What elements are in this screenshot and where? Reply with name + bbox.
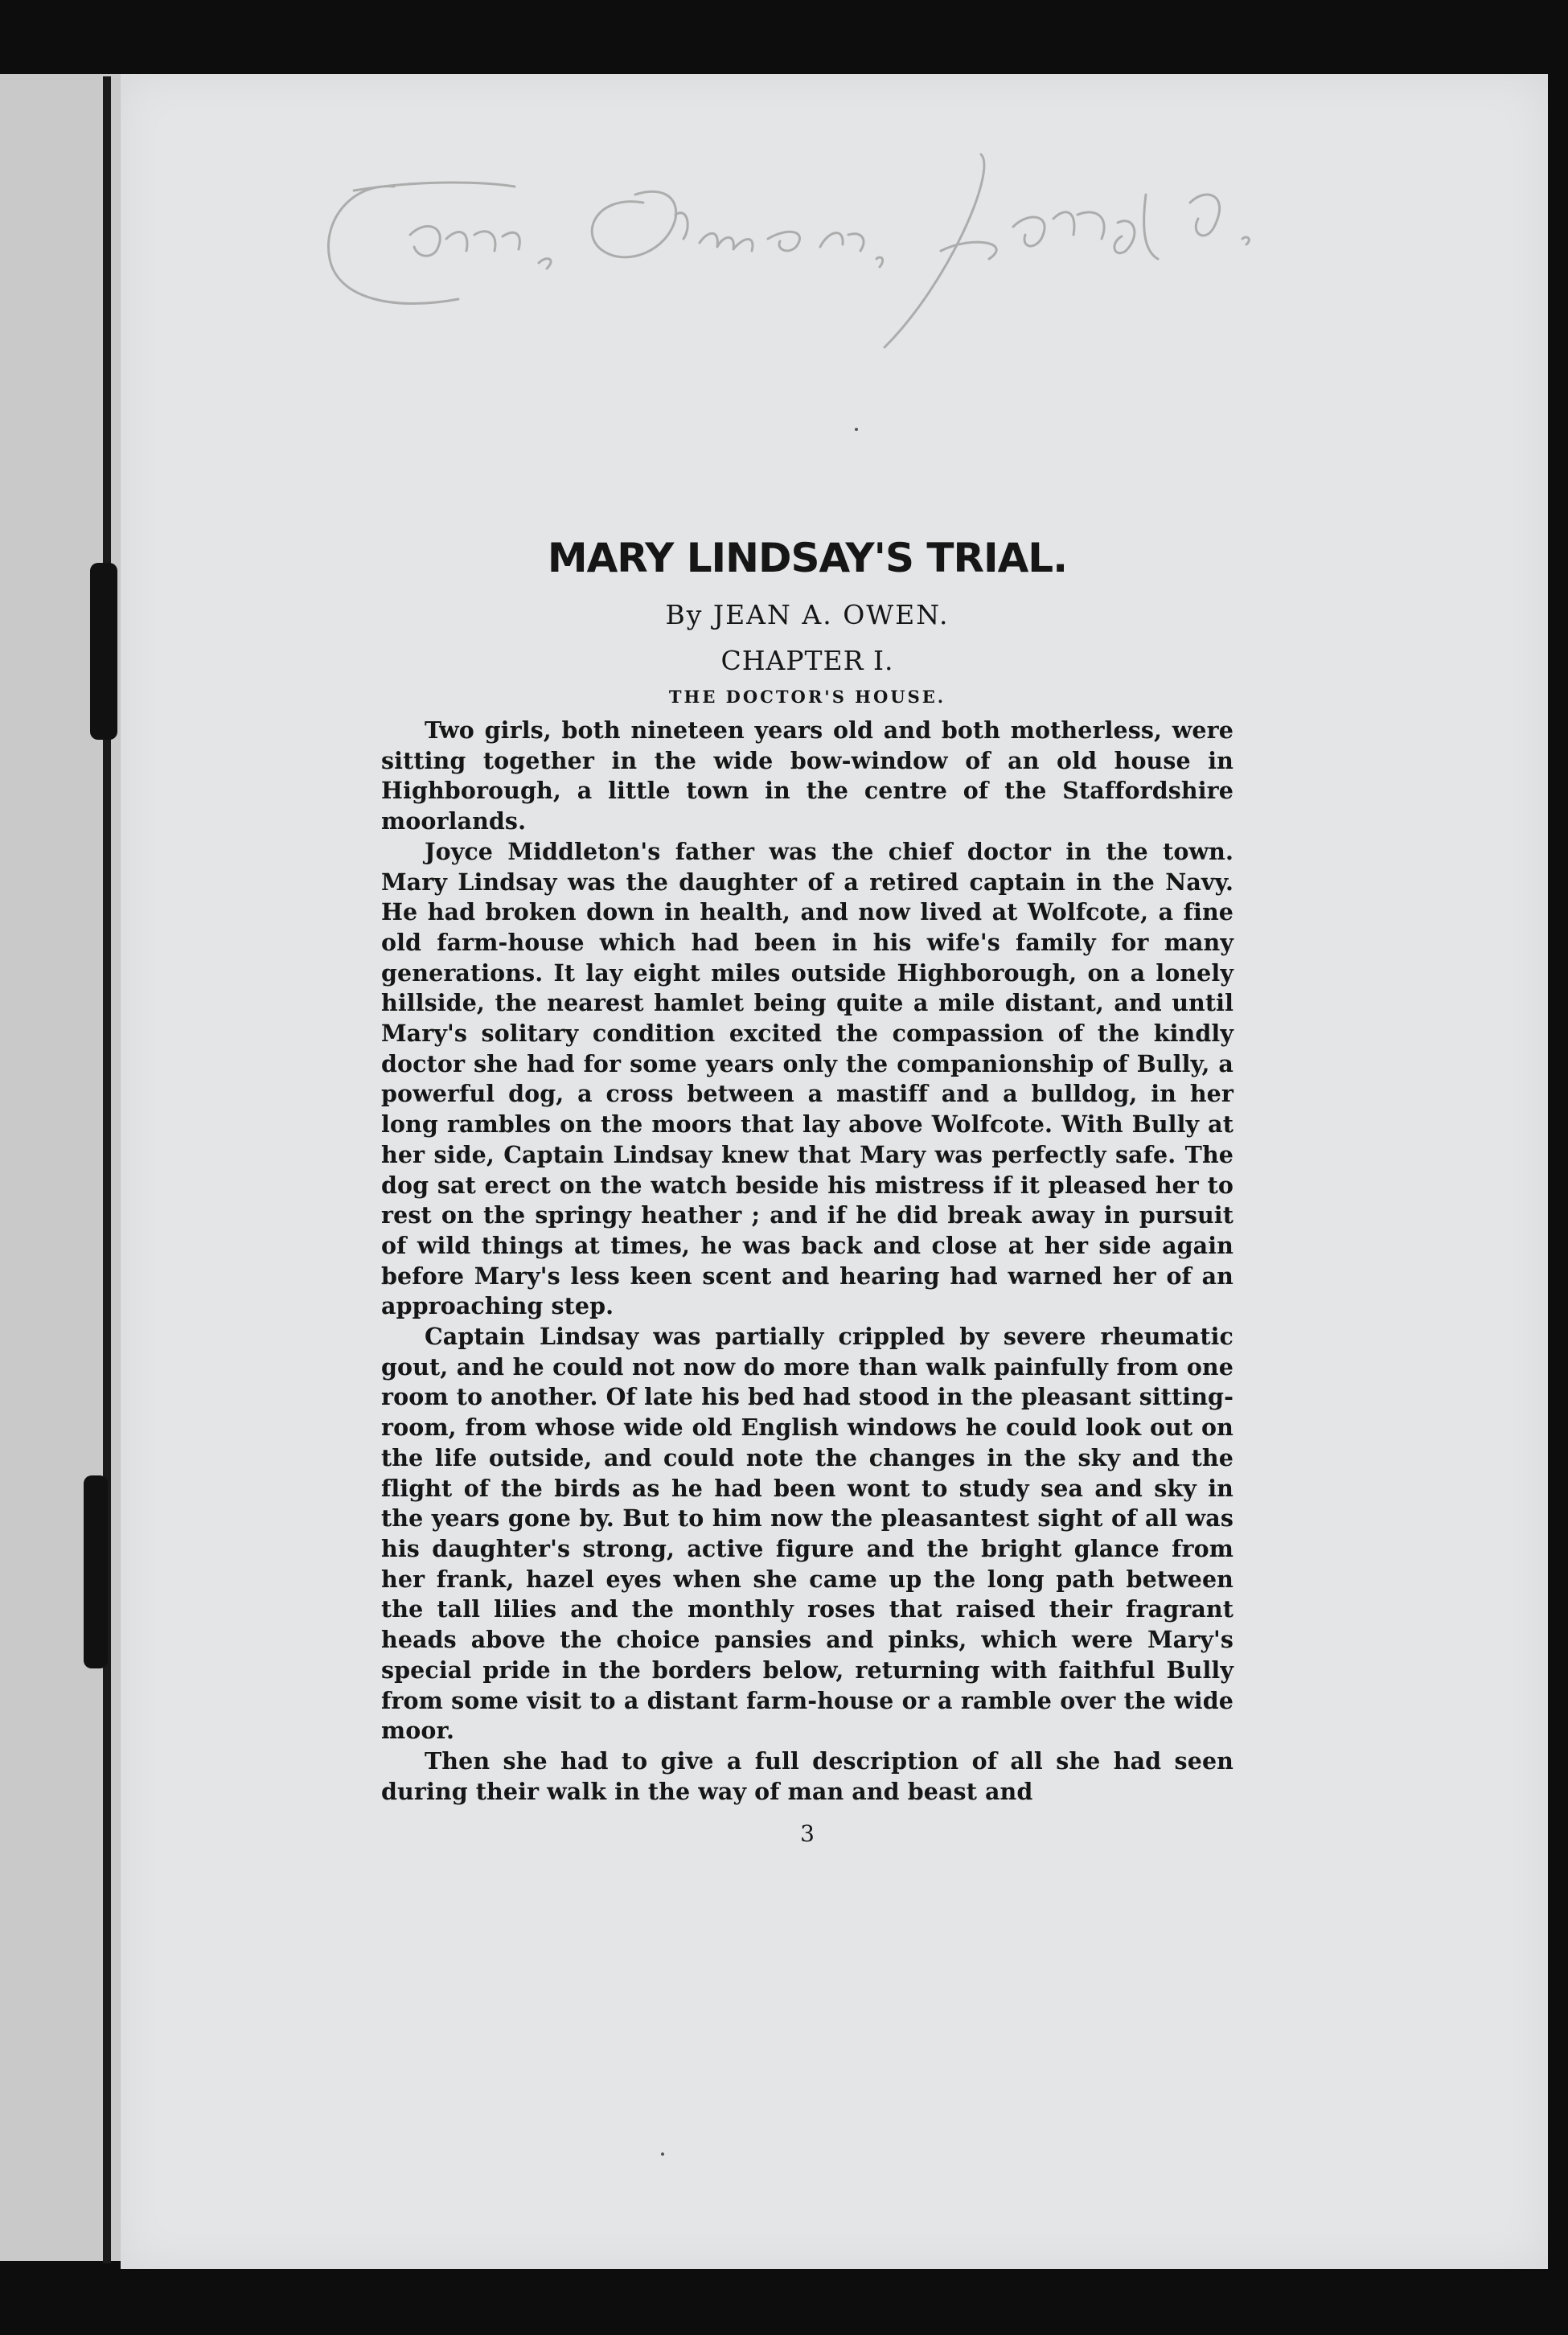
binding-clip-mark: [90, 563, 117, 740]
book-gutter: [103, 76, 111, 2263]
article-body: [381, 532, 1233, 1850]
story-title: MARY LINDSAY'S TRIAL.: [547, 535, 1068, 581]
print-speck: [661, 2152, 664, 2156]
chapter-heading: CHAPTER I.: [720, 645, 894, 676]
page-number: 3: [800, 1820, 815, 1848]
body-paragraph: Joyce Middleton's father was the chief doctor in the town. Mary Lindsay was the daughter of a retired captain in the Navy. He had broken down in health, and now lived at Wolfcote, a fine old farm-house which had been in his wife's family for many generations. It lay eight miles outside Highborough, on a lonely hillside, the nearest hamlet being quite a mile distant, and until Mary's solitary condition excited the compassion of the kindly doctor she had for some years only the companionship of Bully, a powerful dog, a cross between a mastiff and a bulldog, in her long rambles on the moors that lay above Wolfcote. With Bully at her side, Captain Lindsay knew that Mary was perfectly safe. The dog sat erect on the watch beside his mistress if it pleased her to rest on the springy heather ; and if he did break away in pursuit of wild things at times, he was back and close at her side again before Mary's less keen scent and hearing had warned her of an approaching step.: [381, 837, 1233, 1320]
book-page: [121, 74, 1548, 2269]
binding-clip-mark: [84, 1475, 108, 1668]
body-paragraph: Then she had to give a full description of all she had seen during their walk in the way of man and beast and: [381, 1746, 1233, 1805]
handwritten-signature: [306, 138, 1287, 380]
print-speck: [855, 428, 858, 431]
chapter-subtitle: THE DOCTOR'S HOUSE.: [668, 687, 946, 707]
body-paragraph: Two girls, both nineteen years old and both motherless, were sitting together in the wide bow-window of an old house in Highborough, a little town in the centre of the Staffordshire moorlands.: [381, 716, 1233, 835]
body-paragraph: Captain Lindsay was partially crippled by severe rheumatic gout, and he could not now do more than walk painfully from one room to another. Of late his bed had stood in the pleasant sitting-room, from whose wide old English windows he could look out on the life outside, and could note the changes in the sky and the flight of the birds as he had been wont to study sea and sky in the years gone by. But to him now the pleasantest sight of all was his daughter's strong, active figure and the bright glance from her frank, hazel eyes when she came up the long path between the tall lilies and the monthly roses that raised their fragrant heads above the choice pansies and pinks, which were Mary's special pride in the borders below, returning with faithful Bully from some visit to a distant farm-house or a ramble over the wide moor.: [381, 1323, 1233, 1745]
author-byline: By JEAN A. OWEN.: [665, 599, 950, 630]
